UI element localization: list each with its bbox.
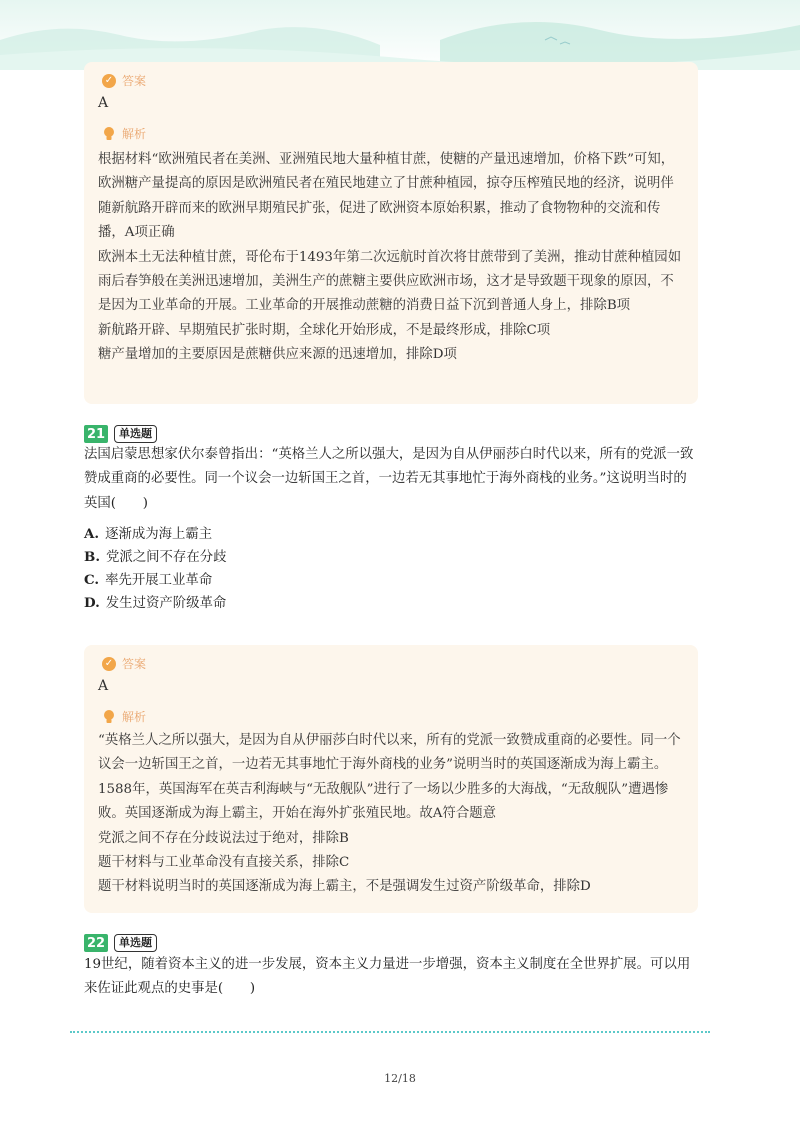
header-decoration [0, 0, 800, 70]
answer-value: A [98, 95, 109, 111]
option-d: D. 发生过资产阶级革命 [84, 595, 227, 611]
analysis-paragraph: 欧洲本土无法种植甘蔗，哥伦布于1493年第二次远航时首次将甘蔗带到了美洲，推动甘蔗种植园如雨后春笋般在美洲迅速增加，美洲生产的蔗糖主要供应欧洲市场，这才是导致题干现象的原因，不是因为工业革命的开展。工业革命的开展推动蔗糖的消费日益下沉到普通人身上，排除B项 [98, 249, 682, 314]
option-c: C. 率先开展工业革命 [84, 572, 213, 588]
answer-label: 答案 [122, 657, 147, 671]
analysis-paragraph: 根据材料“欧洲殖民者在美洲、亚洲殖民地大量种植甘蔗，使糖的产量迅速增加，价格下跌”可知，欧洲糖产量提高的原因是欧洲殖民者在殖民地建立了甘蔗种植园，掠夺压榨殖民地的经济，说明伴随新航路开辟而来的欧洲早期殖民扩张，促进了欧洲资本原始积累，推动了食物物种的交流和传播，A项正确 [98, 152, 675, 241]
option-a: A. 逐渐成为海上霸主 [84, 526, 213, 542]
analysis-paragraph: “英格兰人之所以强大，是因为自从伊丽莎白时代以来，所有的党派一致赞成重商的必要性。同一个议会一边斩国王之首，一边若无其事地忙于海外商栈的业务”说明当时的英国逐渐成为海上霸主。1588年，英国海军在英吉利海峡与“无敌舰队”进行了一场以少胜多的大海战，“无敌舰队”遭遇惨败。英国逐渐成为海上霸主，开始在海外扩张殖民地。故A符合题意 [98, 733, 681, 822]
page-number: 12/18 [384, 1072, 416, 1085]
question-number: 22 [84, 934, 108, 952]
analysis-tag [102, 708, 684, 725]
question-header-22 [84, 934, 157, 952]
check-badge-icon: ✓ [102, 657, 116, 671]
answer-tag [102, 72, 684, 89]
footer-divider [70, 1031, 710, 1033]
lightbulb-icon [102, 709, 116, 725]
answer-tag [102, 655, 684, 672]
analysis-paragraph: 党派之间不存在分歧说法过于绝对，排除B [98, 830, 349, 846]
analysis-label: 解析 [122, 127, 147, 141]
analysis-paragraph: 糖产量增加的主要原因是蔗糖供应来源的迅速增加，排除D项 [98, 347, 457, 363]
question-number: 21 [84, 425, 108, 443]
question-stem: 法国启蒙思想家伏尔泰曾指出：“英格兰人之所以强大，是因为自从伊丽莎白时代以来，所有的党派一致赞成重商的必要性。同一个议会一边斩国王之首，一边若无其事地忙于海外商栈的业务。”这说明当时的英国( ) [84, 447, 694, 511]
analysis-paragraph: 题干材料与工业革命没有直接关系，排除C [98, 855, 350, 871]
analysis-paragraph: 新航路开辟、早期殖民扩张时期，全球化开始形成，不是最终形成，排除C项 [98, 322, 551, 338]
question-stem: 19世纪，随着资本主义的进一步发展，资本主义力量进一步增强，资本主义制度在全世界扩展。可以用来佐证此观点的史事是( ) [84, 957, 691, 997]
answer-value: A [98, 678, 109, 694]
option-b: B. 党派之间不存在分歧 [84, 549, 227, 565]
lightbulb-icon [102, 126, 116, 142]
check-badge-icon: ✓ [102, 74, 116, 88]
analysis-label: 解析 [122, 710, 147, 724]
analysis-tag [102, 125, 684, 142]
question-type-badge: 单选题 [114, 425, 157, 443]
answer-label: 答案 [122, 74, 147, 88]
answer-analysis-box-21 [84, 645, 698, 913]
question-type-badge: 单选题 [114, 934, 157, 952]
analysis-paragraph: 题干材料说明当时的英国逐渐成为海上霸主，不是强调发生过资产阶级革命，排除D [98, 879, 591, 895]
answer-analysis-box-20 [84, 62, 698, 404]
question-header-21 [84, 425, 157, 443]
